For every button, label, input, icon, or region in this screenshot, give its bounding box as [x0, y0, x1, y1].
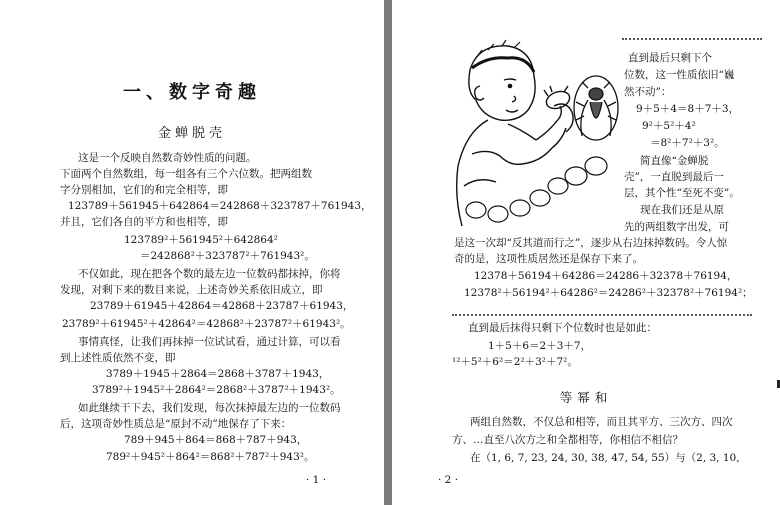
equation-line: ＝242868²＋323787²＋761943²。: [140, 250, 315, 262]
text-line: 不仅如此，现在把各个数的最左边一位数码都抹掉，你将: [78, 268, 341, 280]
equation-line: ¹²＋5²＋6²＝2²＋3²＋7²。: [452, 356, 578, 368]
equation-line: 1＋5＋6＝2＋3＋7，: [488, 340, 592, 352]
text-line: 这是一个反映自然数奇妙性质的问题。: [78, 152, 257, 164]
text-line: 事情真怪，让我们再抹掉一位试试看，通过计算，可以看: [78, 336, 341, 348]
text-line: 并且，它们各自的平方和也相等，即: [60, 216, 228, 228]
text-line: 然不动”：: [624, 86, 672, 98]
text-line: 先的两组数字出发，可: [624, 221, 729, 233]
dotted-rule: [622, 38, 762, 40]
text-line: 下面两个自然数组，每一组各有三个六位数。把两组数: [60, 168, 312, 180]
text-line: 层，其个性“至死不变”。: [624, 187, 740, 199]
text-line: 到上述性质依然不变，即: [60, 352, 176, 364]
equation-line: ＝8²＋7²＋3²。: [650, 137, 725, 149]
text-line: 在（1, 6, 7, 23, 24, 30, 38, 47, 54, 55）与（2, 3, 10,: [470, 452, 740, 464]
text-line: 发现，对剩下来的数目来说，上述奇妙关系依旧成立，即: [60, 284, 323, 296]
equation-line: 9＋5＋4＝8＋7＋3，: [636, 103, 740, 115]
beetle-row: [466, 157, 607, 222]
chapter-title: 一、数字奇趣: [123, 82, 261, 103]
text-line: 壳”，一直脱到最后一: [624, 171, 724, 183]
text-line: 直到最后抹得只剩下个位数时也是如此：: [468, 322, 657, 334]
text-line: 奇的是，这项性质居然还是保存下来了。: [454, 253, 643, 265]
text-line: 直到最后只剩下个: [628, 52, 712, 64]
equation-line: 12378²＋56194²＋64286²＝24286²＋32378²＋76194²；: [464, 287, 753, 299]
equation-line: 789＋945＋864＝868＋787＋943，: [124, 434, 308, 446]
text-line: 如此继续干下去，我们发现，每次抹掉最左边的一位数码: [78, 402, 341, 414]
section-title: 金蝉脱壳: [157, 126, 226, 141]
text-line: 位数，这一性质依旧“巍: [624, 69, 735, 81]
equation-line: 123789²＋561945²＋642864²: [124, 234, 278, 246]
left-page: [0, 0, 384, 505]
equation-line: 123789＋561945＋642864＝242868＋323787＋761943，: [68, 200, 372, 212]
boy-figure: [457, 40, 573, 226]
cicada-icon: [574, 76, 618, 140]
text-line: 方、…直至八次方之和全都相等，你相信不相信？: [452, 434, 683, 446]
page-number: · 1 ·: [306, 474, 327, 486]
right-page: [392, 0, 780, 505]
text-line: 字分别相加，它们的和完全相等，即: [60, 184, 228, 196]
illustration: [448, 36, 628, 232]
equation-line: 3789＋1945＋2864＝2868＋3787＋1943，: [106, 368, 330, 380]
text-line: 后，这项奇妙性质总是“原封不动”地保存了下来：: [60, 418, 292, 430]
text-line: 现在我们还是从原: [640, 204, 724, 216]
equation-line: 23789²＋61945²＋42864²＝42868²＋23787²＋61943²。: [62, 318, 351, 330]
page-gutter: [384, 0, 392, 505]
section-title: 等幂和: [559, 390, 613, 405]
equation-line: 789²＋945²＋864²＝868²＋787²＋943²。: [106, 451, 315, 463]
text-line: 两组自然数，不仅总和相等，而且其平方、三次方、四次: [470, 416, 733, 428]
equation-line: 9²＋5²＋4²: [642, 120, 696, 132]
page-number: · 2 ·: [438, 474, 459, 486]
text-line: 是这一次却“反其道而行之”，逐步从右边抹掉数码。令人惊: [454, 237, 728, 249]
equation-line: 3789²＋1945²＋2864²＝2868²＋3787²＋1943²。: [92, 384, 341, 396]
equation-line: 12378＋56194＋64286＝24286＋32378＋76194，: [474, 270, 738, 282]
text-line: 简直像“金蝉脱: [640, 155, 709, 167]
equation-line: 23789＋61945＋42864＝42868＋23787＋61943，: [90, 300, 354, 312]
dotted-rule: [452, 314, 752, 316]
